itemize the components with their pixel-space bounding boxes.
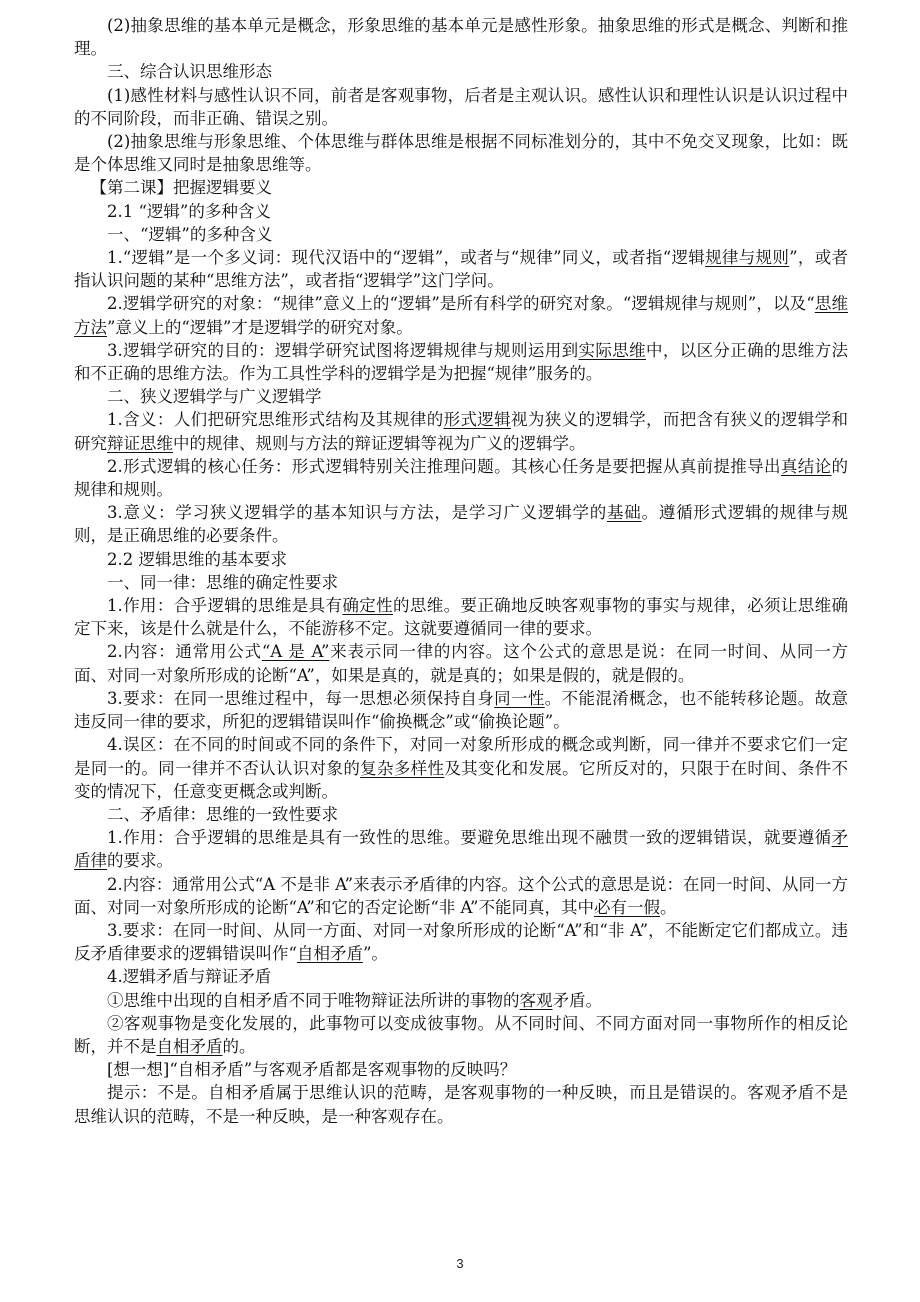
text-run: 1.作用：合乎逻辑的思维是具有 bbox=[107, 596, 343, 616]
paragraph bbox=[74, 826, 848, 872]
underlined-term: 基础 bbox=[607, 503, 642, 523]
underlined-term: 真结论 bbox=[780, 456, 832, 476]
text-run: 。 bbox=[659, 897, 677, 917]
paragraph bbox=[74, 200, 848, 223]
text-run: 3.逻辑学研究的目的：逻辑学研究试图将逻辑规律与规则运用到 bbox=[107, 340, 579, 360]
underlined-term: 自相矛盾 bbox=[296, 944, 363, 964]
underlined-term: 辩证思维 bbox=[107, 433, 173, 453]
text-run: 2.形式逻辑的核心任务：形式逻辑特别关注推理问题。其核心任务是要把握从真前提推导出 bbox=[107, 456, 781, 476]
text-run: 2.内容：通常用公式 bbox=[107, 642, 262, 662]
paragraph bbox=[74, 989, 848, 1012]
paragraph bbox=[74, 640, 848, 686]
underlined-term: 必有一假 bbox=[593, 897, 660, 917]
page-number: 3 bbox=[456, 1256, 464, 1271]
paragraph bbox=[74, 965, 848, 988]
text-run: 的要求。 bbox=[107, 851, 173, 871]
underlined-term: “A 是 A” bbox=[261, 642, 330, 662]
paragraph bbox=[74, 803, 848, 826]
text-run: ”意义上的“逻辑”才是逻辑学的研究对象。 bbox=[107, 317, 413, 337]
text-run: (2)抽象思维与形象思维、个体思维与群体思维是根据不同标准划分的，其中不免交叉现象，比如：既是个体思维又同时是抽象思维等。 bbox=[74, 132, 848, 175]
text-run: 3.要求：在同一时间、从同一方面、对同一对象所形成的论断“A”和“非 A”，不能断定它们都成立。违反矛盾律要求的逻辑错误叫作“ bbox=[74, 920, 848, 964]
paragraph bbox=[74, 733, 848, 803]
text-run: [想一想]“自相矛盾”与客观矛盾都是客观事物的反映吗？ bbox=[107, 1060, 517, 1080]
text-run: 1.作用：合乎逻辑的思维是具有一致性的思维。要避免思维出现不融贯一致的逻辑错误，就要遵循 bbox=[107, 828, 832, 848]
text-run: 三、综合认识思维形态 bbox=[107, 62, 272, 82]
paragraph bbox=[74, 408, 848, 454]
text-run: 1.“逻辑”是一个多义词：现代汉语中的“逻辑”，或者与“规律”同义，或者指“逻辑 bbox=[107, 248, 706, 268]
paragraph bbox=[74, 919, 848, 965]
text-run: 4.逻辑矛盾与辩证矛盾 bbox=[107, 967, 272, 987]
text-run: 中的规律、规则与方法的辩证逻辑等视为广义的逻辑学。 bbox=[173, 433, 586, 453]
text-run: 中，以区分正确的思维方法和不正确的思维方法。作为工具性学科的逻辑学是为把握“规律”服务的。 bbox=[74, 340, 848, 384]
text-run: 3.意义：学习狭义逻辑学的基本知识与方法，是学习广义逻辑学的 bbox=[107, 503, 608, 523]
paragraph bbox=[74, 548, 848, 571]
paragraph bbox=[74, 60, 848, 83]
text-run: 二、矛盾律：思维的一致性要求 bbox=[107, 804, 338, 824]
text-run: 1.含义：人们把研究思维形式结构及其规律的 bbox=[107, 410, 444, 430]
paragraph bbox=[74, 455, 848, 501]
text-run: (2)抽象思维的基本单元是概念，形象思维的基本单元是感性形象。抽象思维的形式是概念、判断和推理。 bbox=[74, 16, 848, 59]
text-run: ”。 bbox=[362, 944, 388, 964]
text-run: (1)感性材料与感性认识不同，前者是客观事物，后者是主观认识。感性认识和理性认识是认识过程中的不同阶段，而非正确、错误之别。 bbox=[74, 85, 848, 128]
text-run: 2.1 “逻辑”的多种含义 bbox=[107, 201, 271, 221]
paragraph bbox=[74, 223, 848, 246]
text-run: 矛盾。 bbox=[552, 990, 602, 1010]
underlined-term: 实际思维 bbox=[578, 340, 646, 360]
paragraph bbox=[74, 385, 848, 408]
text-run: 的思维。要正确地反映客观事物的事实与规律，必须让思维确定下来，该是什么就是什么，不能游移不定。这就要遵循同一律的要求。 bbox=[74, 596, 849, 639]
text-run: 4.误区：在不同的时间或不同的条件下，对同一对象所形成的概念或判断，同一律并不要求它们一定是同一的。同一律并不否认认识对象的 bbox=[74, 735, 848, 778]
underlined-term: 同一性 bbox=[494, 688, 545, 708]
text-run: ②客观事物是变化发展的，此事物可以变成彼事物。从不同时间、不同方面对同一事物所作的相反论断，并不是 bbox=[74, 1013, 848, 1056]
paragraph bbox=[74, 501, 848, 547]
paragraph bbox=[74, 873, 848, 919]
text-run: 。不能混淆概念，也不能转移论题。故意违反同一律的要求，所犯的逻辑错误叫作“偷换概念”或“偷换论题”。 bbox=[74, 688, 849, 732]
paragraph bbox=[74, 594, 848, 640]
text-run: 的。 bbox=[222, 1036, 256, 1056]
text-run: 来表示同一律的内容。这个公式的意思是说：在同一时间、从同一方面、对同一对象所形成的论断“A”，如果是真的，就是真的；如果是假的，就是假的。 bbox=[74, 642, 848, 685]
text-run: 提示：不是。自相矛盾属于思维认识的范畴，是客观事物的一种反映，而且是错误的。客观矛盾不是思维认识的范畴，不是一种反映，是一种客观存在。 bbox=[74, 1083, 848, 1126]
paragraph bbox=[74, 14, 848, 60]
paragraph bbox=[74, 339, 848, 385]
text-run: 。遵循形式逻辑的规律与规则，是正确思维的必要条件。 bbox=[74, 503, 849, 546]
paragraph bbox=[74, 84, 848, 130]
text-run: 视为狭义的逻辑学，而把含有狭义的逻辑学和研究 bbox=[74, 410, 849, 453]
underlined-term: 自相矛盾 bbox=[156, 1036, 223, 1056]
paragraph bbox=[74, 1012, 848, 1058]
underlined-term: 确定性 bbox=[342, 596, 393, 616]
paragraph bbox=[74, 1081, 848, 1127]
paragraph bbox=[74, 176, 848, 199]
underlined-term: 矛盾律 bbox=[74, 828, 848, 871]
paragraph bbox=[74, 130, 848, 176]
underlined-term: 形式逻辑 bbox=[443, 410, 512, 430]
text-run: 【第二课】把握逻辑要义 bbox=[90, 178, 272, 198]
underlined-term: 客观 bbox=[519, 990, 553, 1010]
underlined-term: 复杂多样性 bbox=[360, 758, 445, 778]
text-run: 二、狭义逻辑学与广义逻辑学 bbox=[107, 387, 322, 407]
text-run: 及其变化和发展。它所反对的，只限于在时间、条件不变的情况下，任意变更概念或判断。 bbox=[74, 758, 849, 801]
text-run: 一、“逻辑”的多种含义 bbox=[107, 224, 273, 244]
paragraph bbox=[74, 292, 848, 338]
text-run: 3.要求：在同一思维过程中，每一思想必须保持自身 bbox=[107, 688, 495, 708]
paragraph bbox=[74, 687, 848, 733]
text-run: 一、同一律：思维的确定性要求 bbox=[107, 572, 338, 592]
paragraph bbox=[74, 571, 848, 594]
text-run: 2.逻辑学研究的对象：“规律”意义上的“逻辑”是所有科学的研究对象。“逻辑规律与规则”，以及“ bbox=[107, 294, 815, 314]
text-run: ①思维中出现的自相矛盾不同于唯物辩证法所讲的事物的 bbox=[107, 990, 520, 1010]
underlined-term: 规律与规则 bbox=[705, 248, 790, 268]
paragraph bbox=[74, 246, 848, 292]
underlined-term: 思维方法 bbox=[74, 294, 848, 337]
text-run: 的规律和规则。 bbox=[74, 456, 849, 500]
text-run: ”，或者指认识问题的某种“思维方法”，或者指“逻辑学”这门学问。 bbox=[74, 248, 849, 291]
document-body bbox=[74, 14, 848, 1128]
text-run: 2.内容：通常用公式“A 不是非 A”来表示矛盾律的内容。这个公式的意思是说：在同一时间、从同一方面、对同一对象所形成的论断“A”和它的否定论断“非 A”不能同真，其中 bbox=[74, 874, 849, 917]
paragraph bbox=[74, 1058, 848, 1081]
text-run: 2.2 逻辑思维的基本要求 bbox=[107, 549, 287, 569]
